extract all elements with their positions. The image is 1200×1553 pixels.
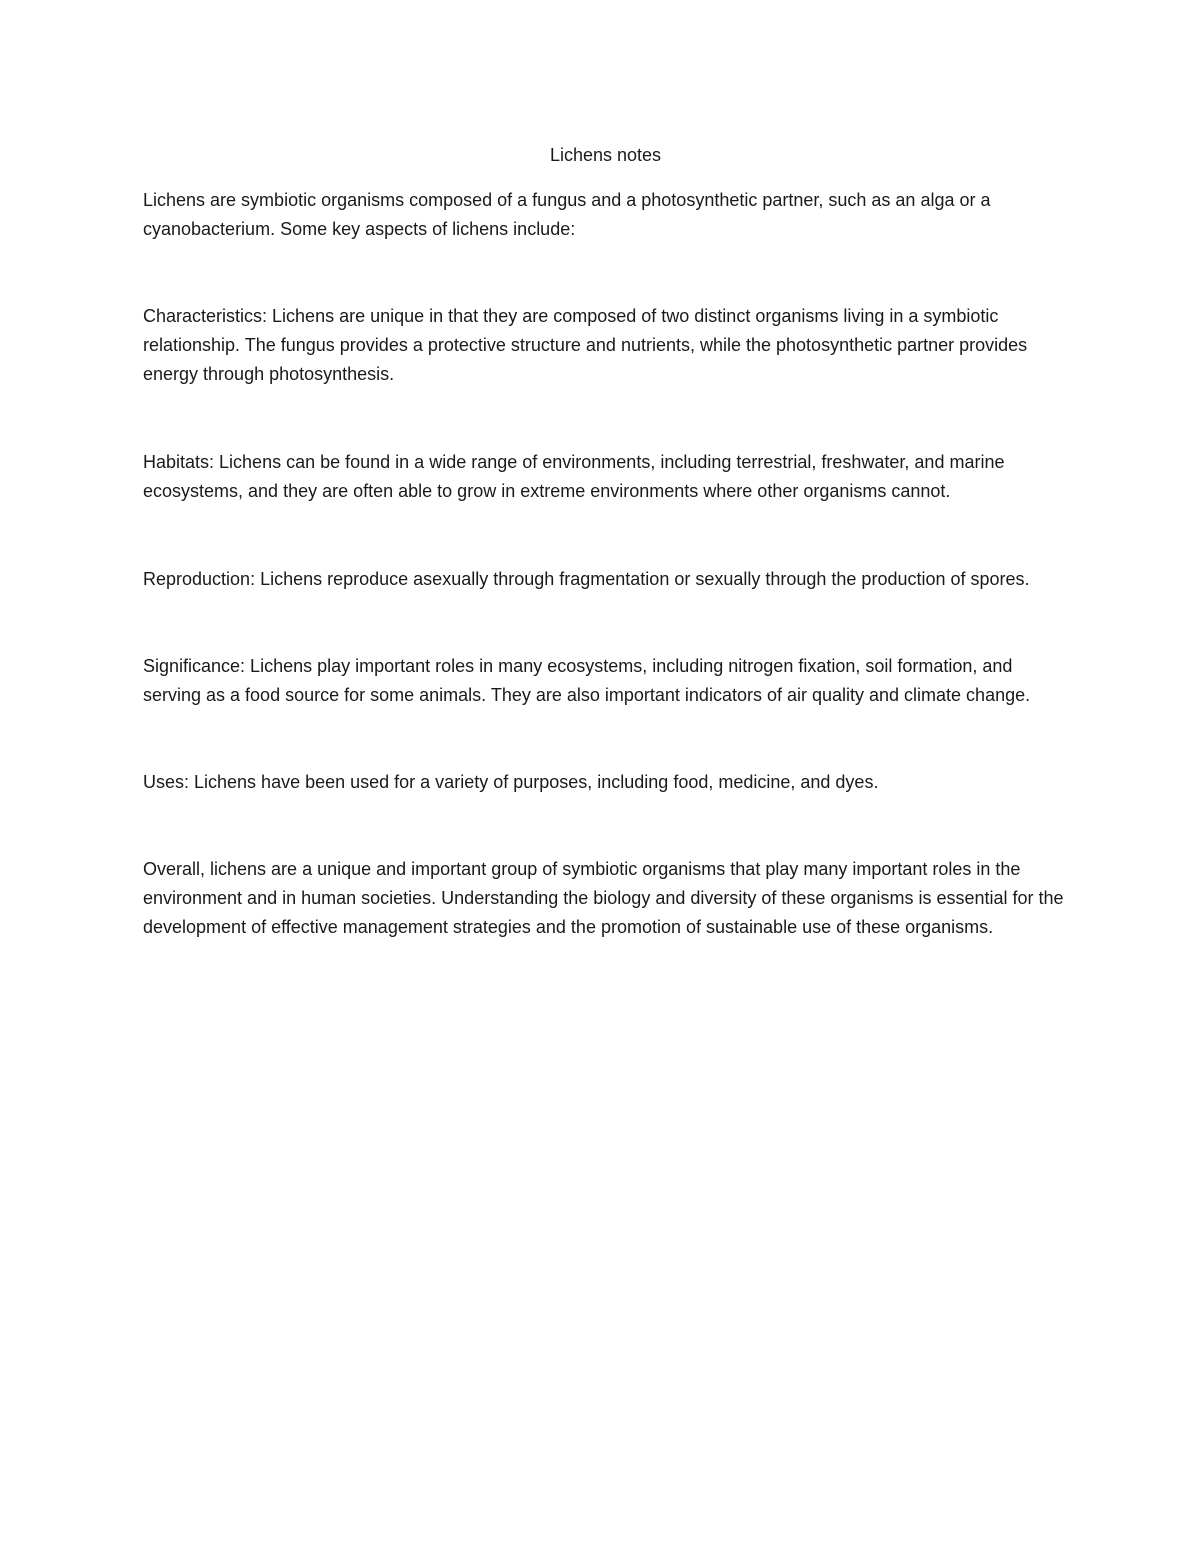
paragraph-uses: Uses: Lichens have been used for a variety of purposes, including food, medicine, and dyes. bbox=[143, 772, 879, 792]
paragraph-overall: Overall, lichens are a unique and important group of symbiotic organisms that play many important roles in the environment and in human societies. Understanding the biology and diversity of these organisms is essential for the development of effective management strategies and the promotion of sustainable use of these organisms. bbox=[143, 859, 1064, 937]
paragraph-significance: Significance: Lichens play important roles in many ecosystems, including nitrogen fixation, soil formation, and serving as a food source for some animals. They are also important indicators of air quality and climate change. bbox=[143, 656, 1031, 705]
paragraph-habitats: Habitats: Lichens can be found in a wide range of environments, including terrestrial, freshwater, and marine ecosystems, and they are often able to grow in extreme environments where other organisms cannot. bbox=[143, 452, 1005, 501]
paragraph-intro: Lichens are symbiotic organisms composed of a fungus and a photosynthetic partner, such as an alga or a cyanobacterium. Some key aspects of lichens include: bbox=[143, 190, 991, 239]
paragraph-reproduction: Reproduction: Lichens reproduce asexually through fragmentation or sexually through the production of spores. bbox=[143, 569, 1030, 589]
document-title: Lichens notes bbox=[549, 145, 662, 165]
paragraph-characteristics: Characteristics: Lichens are unique in that they are composed of two distinct organisms living in a symbiotic relationship. The fungus provides a protective structure and nutrients, while the photosynthetic partner provides energy through photosynthesis. bbox=[143, 306, 1028, 384]
document-body bbox=[143, 141, 1068, 942]
